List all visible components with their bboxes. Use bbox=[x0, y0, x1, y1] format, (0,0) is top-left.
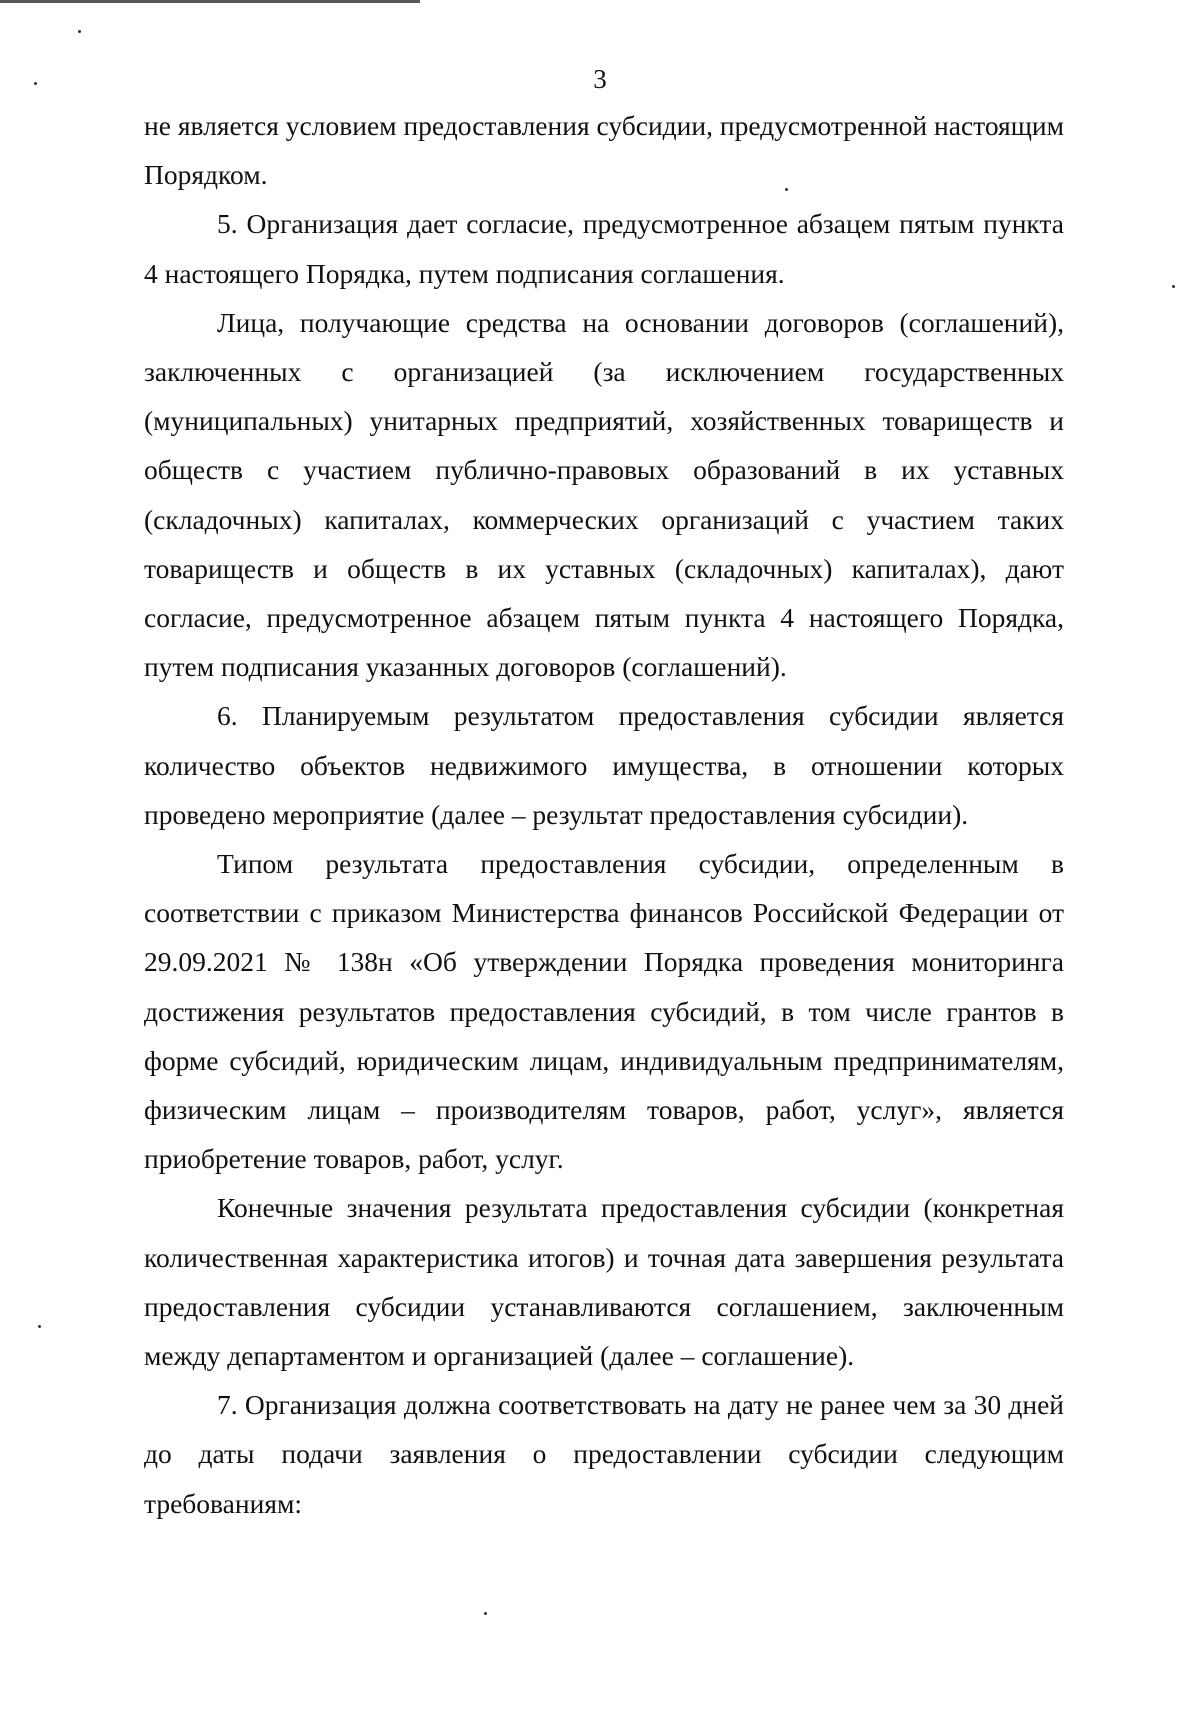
paragraph: 5. Организация дает согласие, предусмотренное абзацем пятым пункта 4 настоящего Порядка, путем подписания соглашения. bbox=[144, 208, 1064, 289]
scan-artifact-dot bbox=[1172, 285, 1175, 288]
paragraph: 6. Планируемым результатом предоставления субсидии является количество объектов недвижимого имущества, в отношении которых проведено мероприятие (далее – результат предоставления субсидии). bbox=[144, 700, 1064, 830]
scan-artifact-dot bbox=[38, 1325, 41, 1328]
scan-artifact-dot bbox=[78, 30, 81, 33]
paragraph: Конечные значения результата предоставления субсидии (конкретная количественная характеристика итогов) и точная дата завершения результата предоставления субсидии устанавливаются соглашением, заключенным между департаментом и организацией (далее – соглашение). bbox=[144, 1192, 1064, 1372]
page-number: 3 bbox=[593, 64, 607, 94]
scan-artifact-line bbox=[0, 0, 420, 3]
paragraph: Типом результата предоставления субсидии, определенным в соответствии с приказом Министерства финансов Российской Федерации от 29.09.2021 № 138н «Об утверждении Порядка проведения мониторинга достижения результатов предоставления субсидий, в том числе грантов в форме субсидий, юридическим лицам, индивидуальным предпринимателям, физическим лицам – производителям товаров, работ, услуг», является приобретение товаров, работ, услуг. bbox=[144, 848, 1064, 1175]
paragraph: Лица, получающие средства на основании договоров (соглашений), заключенных с организацией (за исключением государственных (муниципальных) унитарных предприятий, хозяйственных товариществ и обществ с участием публично-правовых образований в их уставных (складочных) капиталах, коммерческих организаций с участием таких товариществ и обществ в их уставных (складочных) капиталах), дают согласие, предусмотренное абзацем пятым пункта 4 настоящего Порядка, путем подписания указанных договоров (соглашений). bbox=[144, 306, 1064, 683]
scan-artifact-dot bbox=[484, 1612, 487, 1615]
document-body bbox=[144, 101, 1064, 1528]
paragraph: не является условием предоставления субсидии, предусмотренной настоящим Порядком. bbox=[144, 110, 1064, 191]
paragraph: 7. Организация должна соответствовать на дату не ранее чем за 30 дней до даты подачи заявления о предоставлении субсидии следующим требованиям: bbox=[144, 1389, 1064, 1519]
